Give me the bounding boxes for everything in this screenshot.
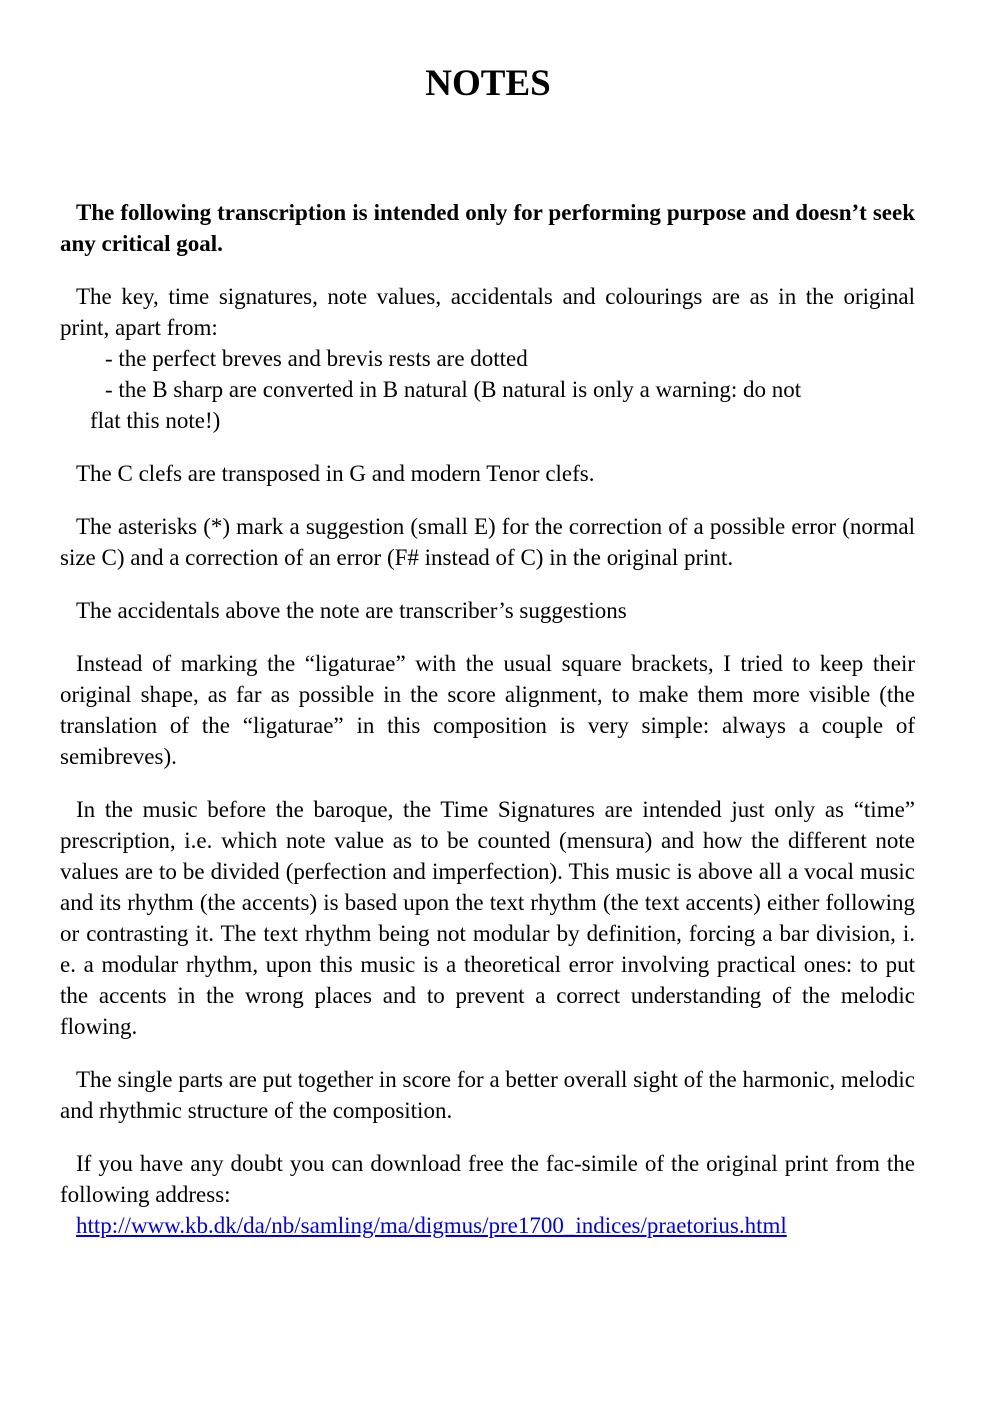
accidentals-paragraph: The accidentals above the note are transcriber’s suggestions xyxy=(76,598,627,623)
list-item-b-natural-continuation: flat this note!) xyxy=(90,408,221,433)
notes-body xyxy=(60,197,915,1241)
list-item-dotted-breves xyxy=(60,343,915,374)
asterisks-paragraph: The asterisks (*) mark a suggestion (small E) for the correction of a possible error (normal size C) and a correction of an error (F# instead of C) in the original print. xyxy=(60,514,915,570)
download-paragraph xyxy=(60,1148,915,1241)
intro-paragraph: The following transcription is intended only for performing purpose and doesn’t seek any critical goal. xyxy=(60,200,915,256)
time-signatures-paragraph: In the music before the baroque, the Time Signatures are intended just only as “time” prescription, i.e. which note value as to be counted (mensura) and how the different note values are to be divided (perfection and imperfection). This music is above all a vocal music and its rhythm (the accents) is based upon the text rhythm (the text accents) either following or contrasting it. The text rhythm being not modular by definition, forcing a bar division, i. e. a modular rhythm, upon this music is a theoretical error involving practical ones: to put the accents in the wrong places and to prevent a correct understanding of the melodic flowing. xyxy=(60,797,915,1039)
score-paragraph: The single parts are put together in score for a better overall sight of the harmonic, melodic and rhythmic structure of the composition. xyxy=(60,1067,915,1123)
list-item-b-natural-text: - the B sharp are converted in B natural (B natural is only a warning: do not xyxy=(105,377,802,402)
list-item-b-natural xyxy=(60,374,915,436)
page-title: NOTES xyxy=(425,63,551,104)
download-text: If you have any doubt you can download free the fac-simile of the original print from the following address: xyxy=(60,1151,915,1207)
list-item-dotted-breves-text: - the perfect breves and brevis rests are dotted xyxy=(105,346,528,371)
clefs-paragraph: The C clefs are transposed in G and modern Tenor clefs. xyxy=(76,461,595,486)
ligaturae-paragraph: Instead of marking the “ligaturae” with the usual square brackets, I tried to keep their original shape, as far as possible in the score alignment, to make them more visible (the translation of the “ligaturae” in this composition is very simple: always a couple of semibreves). xyxy=(60,651,915,769)
key-paragraph: The key, time signatures, note values, accidentals and colourings are as in the original print, apart from: xyxy=(60,284,915,340)
facsimile-link[interactable]: http://www.kb.dk/da/nb/samling/ma/digmus/pre1700_indices/praetorius.html xyxy=(76,1213,787,1238)
